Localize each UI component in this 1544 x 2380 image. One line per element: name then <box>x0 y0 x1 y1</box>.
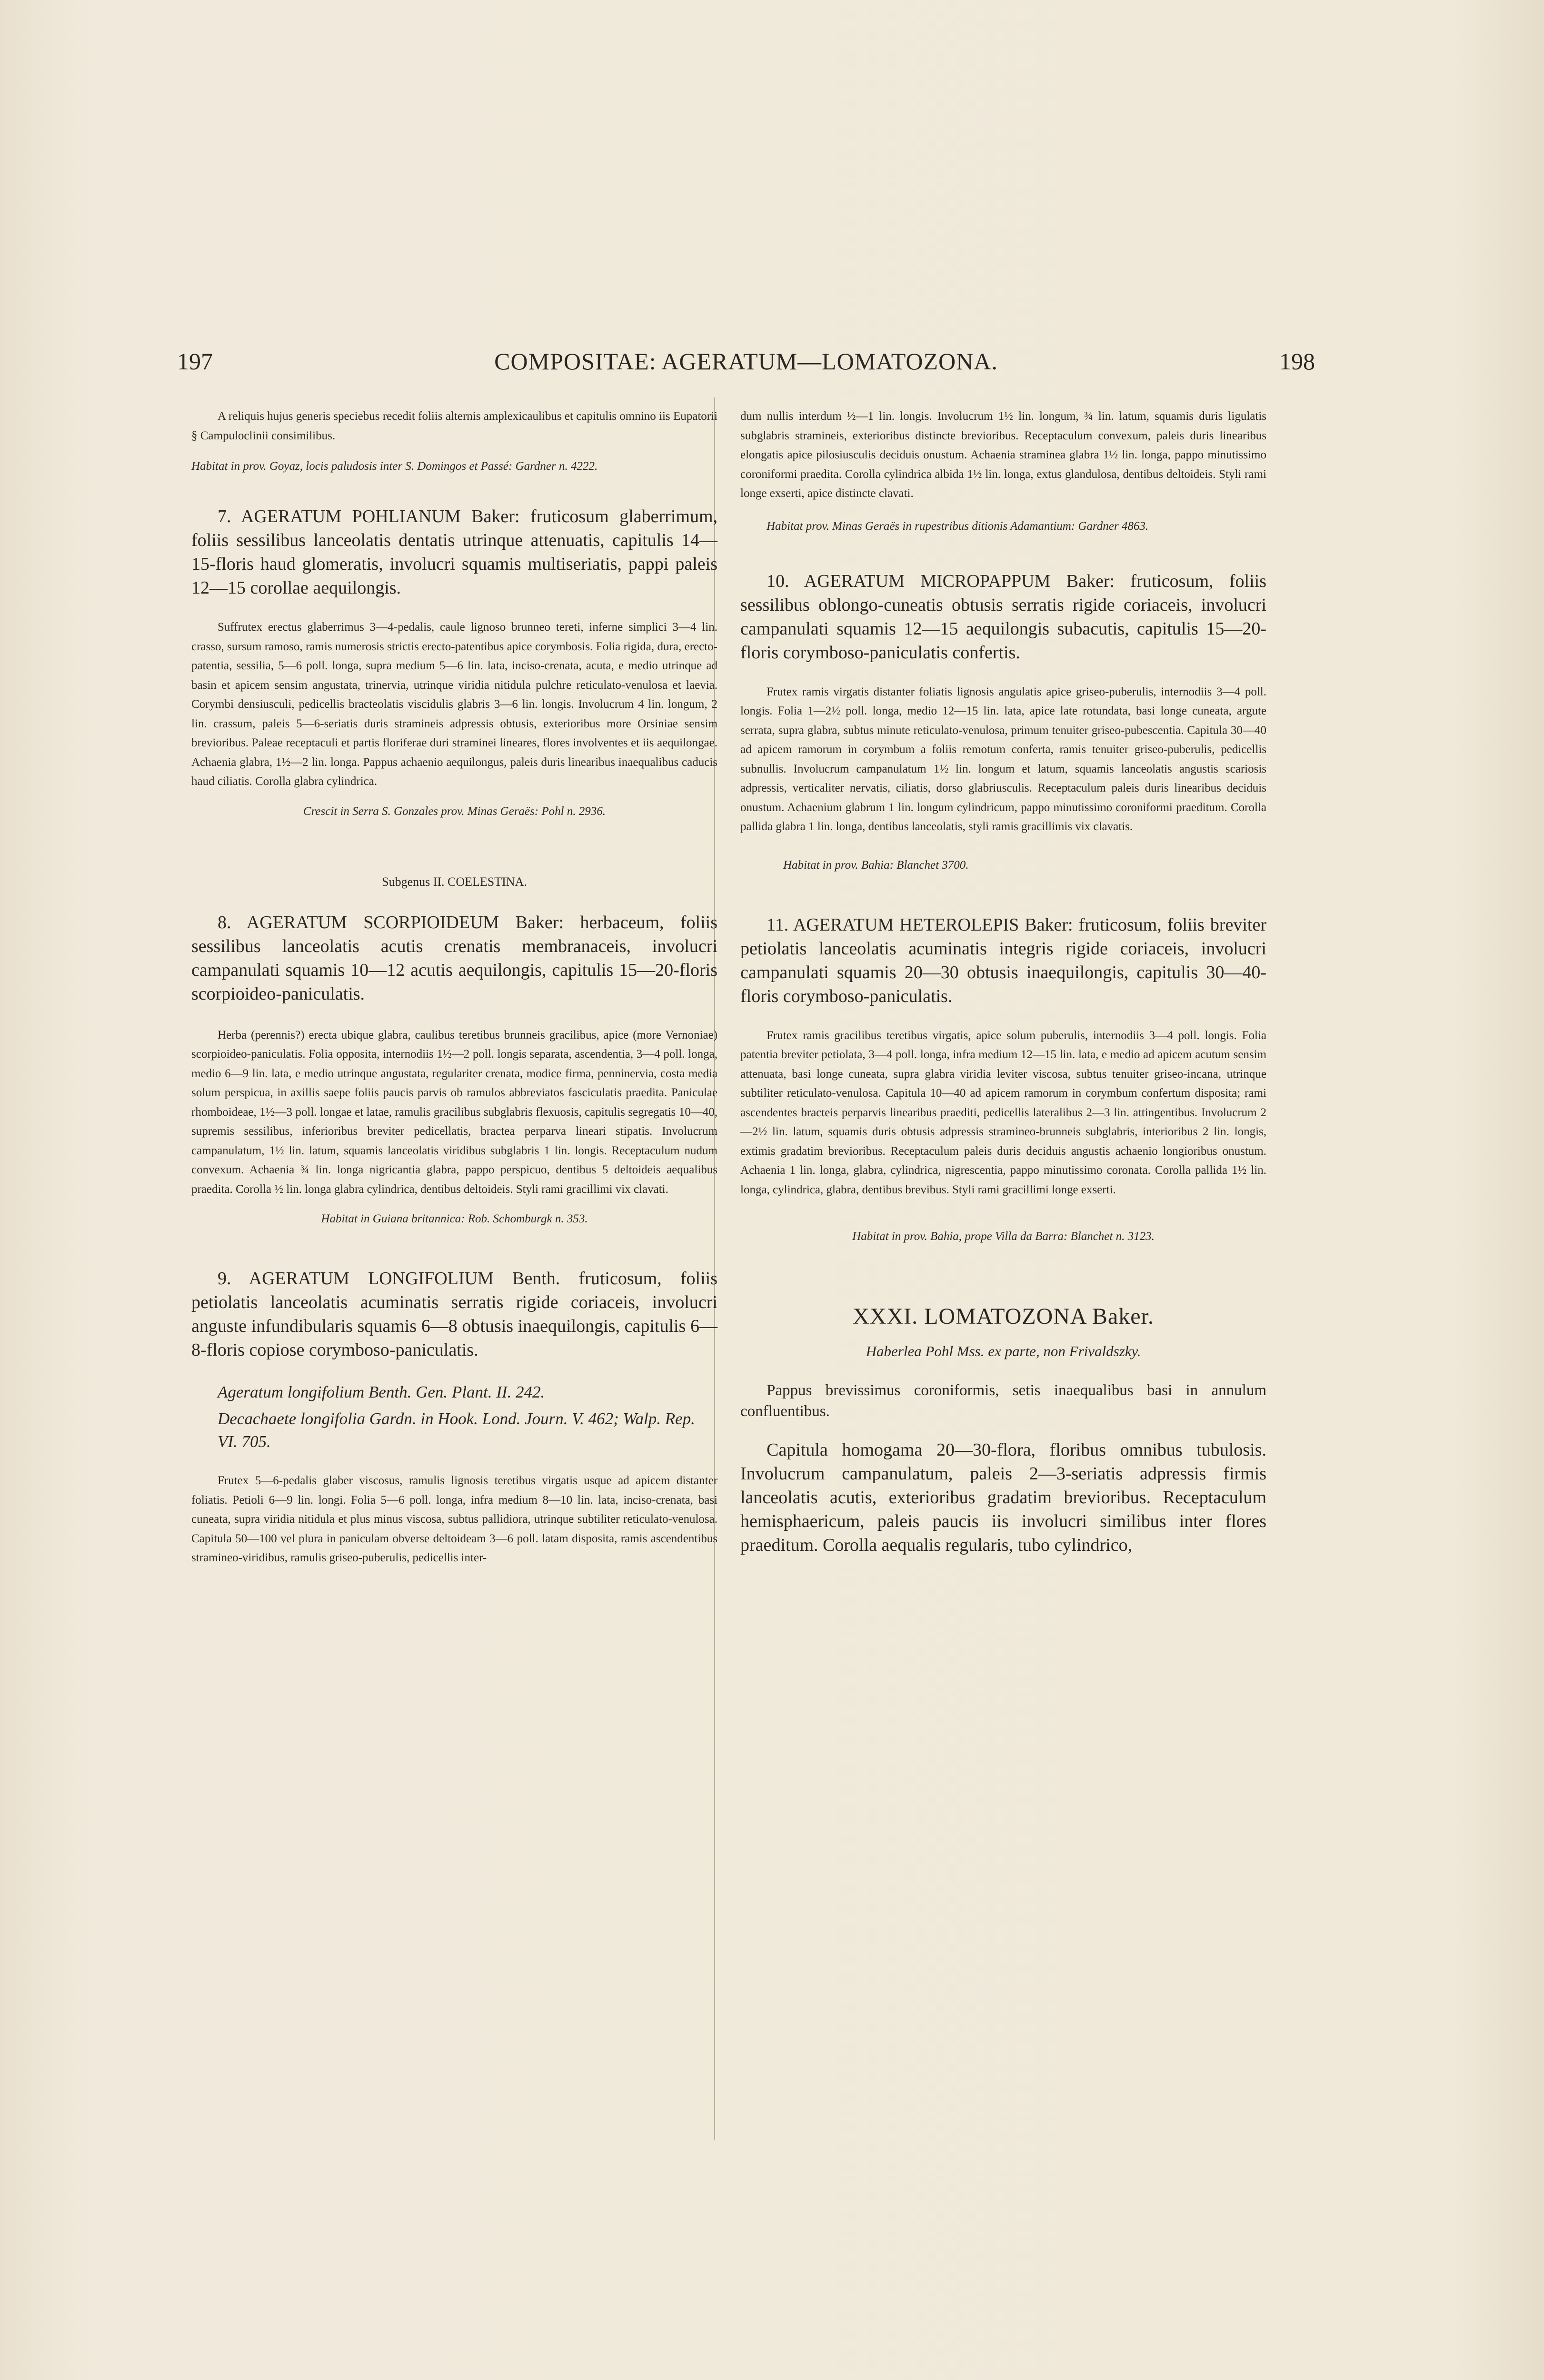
running-header <box>177 347 1315 390</box>
species-9-detail-continued: dum nullis interdum ½—1 lin. longis. Involucrum 1½ lin. longum, ¾ lin. latum, squamis duris ligulatis subglabris stramineis, exterioribus distincte brevioribus. Receptaculum convexum, paleis duris linearibus elongatis apice pilosiusculis deciduis onustum. Achaenia straminea glabra 1½ lin. longa, pappo minutissimo coroniformi praedita. Corolla cylindrica albida 1½ lin. longa, extus glandulosa, dentibus deltoideis. Styli rami longe exserti, apice distincte clavati. <box>740 410 1266 500</box>
page-number-left: 197 <box>177 348 213 375</box>
genus-synonym: Haberlea Pohl Mss. ex parte, non Frivaldszky. <box>866 1343 1141 1359</box>
species-7-description: 7. AGERATUM POHLIANUM Baker: fruticosum glaberrimum, foliis sessilibus lanceolatis dentatis utrinque attenuatis, capitulis 14—15-floris haud glomeratis, involucri squamis multiseriatis, pappi paleis 12—15 corollae aequilongis. <box>191 506 717 598</box>
capitula-character: Capitula homogama 20—30-flora, floribus omnibus tubulosis. Involucrum campanulatum, paleis 2—3-seriatis adpressis firmis lanceolatis acutis, exterioribus gradatim brevioribus. Receptaculum hemisphaericum, paleis paucis iis involucri similibus inter flores praeditum. Corolla aequalis regularis, tubo cylindrico, <box>740 1440 1266 1555</box>
running-title: COMPOSITAE: AGERATUM—LOMATOZONA. <box>494 348 998 375</box>
habitat-sp6: Habitat in prov. Goyaz, locis paludosis inter S. Domingos et Passé: Gardner n. 4222. <box>191 460 598 473</box>
species-9-description: 9. AGERATUM LONGIFOLIUM Benth. fruticosum, foliis petiolatis lanceolatis acuminatis serratis rigide coriaceis, involucri anguste infundibularis squamis 6—8 obtusis inaequilongis, capitulis 6—8-floris copiose corymboso-paniculatis. <box>191 1269 717 1360</box>
species-8-detail: Herba (perennis?) erecta ubique glabra, caulibus teretibus brunneis gracilibus, apice (more Vernoniae) scorpioideo-paniculatis. Folia opposita, internodiis 1½—2 poll. longis separata, ascendentia, 3—4 poll. longa, medio 6—9 lin. lata, e medio utrinque angustata, regulariter crenata, modice firma, penninervia, costa media solum perspicua, in axillis saepe foliis paucis parvis ob ramulos abbreviatos fasciculatis praedita. Paniculae rhomboideae, 1½—3 poll. longae et latae, ramulis gracilibus subglabris flexuosis, capitulis segregatis 10—40, supremis sessilibus, inferioribus breviter pedicellatis, bractea perparva lineari stipatis. Involucrum campanulatum, 1½ lin. latum, squamis lanceolatis viridibus subglabris 1 lin. longis. Receptaculum nudum convexum. Achaenia ¾ lin. longa nigricantia glabra, pappo perspicuo, dentibus 5 deltoideis aequalibus praedita. Corolla ½ lin. longa glabra cylindrica, dentibus deltoideis. Styli rami gracillimi vix clavati. <box>191 1028 717 1196</box>
habitat-sp7: Crescit in Serra S. Gonzales prov. Minas Geraës: Pohl n. 2936. <box>303 804 606 818</box>
species-10-detail: Frutex ramis virgatis distanter foliatis lignosis angulatis apice griseo-puberulis, internodiis 3—4 poll. longis. Folia 1—2½ poll. longa, medio 12—15 lin. lata, apice late rotundata, basi longe cuneata, argute serrata, supra glabra, subtus minute reticulato-venulosa, primum tenuiter griseo-pubescentia. Capitula 30—40 ad apicem ramorum in corymbum a foliis remotum conferta, ramis tenuiter griseo-puberulis, pedicellis subnullis. Involucrum campanulatum 1½ lin. longum et latum, squamis lanceolatis angustis scariosis adpressis, verticaliter nervatis, ciliatis, dorso glabriusculis. Receptaculum paleis duris linearibus deciduis onustum. Achaenium glabrum 1 lin. longum cylindricum, pappo minutissimo coroniformi praeditum. Corolla pallida glabra 1 lin. longa, dentibus lanceolatis, styli ramis gracillimis vix clavatis. <box>740 685 1266 833</box>
species-9-citation-1: Ageratum longifolium Benth. Gen. Plant. II. 242. <box>218 1383 545 1401</box>
species-9-detail: Frutex 5—6-pedalis glaber viscosus, ramulis lignosis teretibus virgatis usque ad apicem distanter foliatis. Petioli 6—9 lin. longi. Folia 5—6 poll. longa, infra medium 8—10 lin. lata, inciso-crenata, basi cuneata, supra viridia nitidula et plus minus viscosa, subtus pallidiora, utrinque subtiliter reticulato-venulosa. Capitula 50—100 vel plura in paniculam obverse deltoideam 3—6 poll. latam disposita, ramis ascendentibus stramineo-viridibus, ramulis griseo-puberulis, pedicellis inter- <box>191 1474 717 1564</box>
habitat-sp11: Habitat in prov. Bahia, prope Villa da Barra: Blanchet n. 3123. <box>852 1230 1155 1243</box>
species-11-description: 11. AGERATUM HETEROLEPIS Baker: fruticosum, foliis breviter petiolatis lanceolatis acuminatis integris rigide coriaceis, involucri campanulati squamis 20—30 obtusis inaequilongis, capitulis 30—40-floris corymboso-paniculatis. <box>740 914 1266 1006</box>
intro-paragraph: A reliquis hujus generis speciebus recedit foliis alternis amplexicaulibus et capitulis omnino iis Eupatorii § Campuloclinii consimilibus. <box>191 410 717 442</box>
pappus-character: Pappus brevissimus coroniformis, setis inaequalibus basi in annulum confluentibus. <box>740 1382 1266 1420</box>
subgenus-heading: Subgenus II. COELESTINA. <box>382 874 527 889</box>
habitat-sp9: Habitat prov. Minas Geraës in rupestribus ditionis Adamantium: Gardner 4863. <box>767 519 1149 533</box>
species-10-description: 10. AGERATUM MICROPAPPUM Baker: fruticosum, foliis sessilibus oblongo-cuneatis obtusis serratis rigide coriaceis, involucri campanulati squamis 12—15 aequilongis subacutis, capitulis 15—20-floris corymboso-paniculatis confertis. <box>740 571 1266 663</box>
habitat-sp10: Habitat in prov. Bahia: Blanchet 3700. <box>783 858 969 872</box>
page-number-right: 198 <box>1279 348 1315 375</box>
habitat-sp8: Habitat in Guiana britannica: Rob. Schomburgk n. 353. <box>321 1212 588 1225</box>
species-8-description: 8. AGERATUM SCORPIOIDEUM Baker: herbaceum, foliis sessilibus lanceolatis acutis crenatis membranaceis, involucri campanulati squamis 10—12 acutis aequilongis, capitulis 15—20-floris scorpioideo-paniculatis. <box>191 912 717 1004</box>
species-11-detail: Frutex ramis gracilibus teretibus virgatis, apice solum puberulis, internodiis 3—4 poll. longis. Folia patentia breviter petiolata, 3—4 poll. longa, infra medium 12—15 lin. lata, e medio ad apicem acutum sensim attenuata, basi longe cuneata, supra glabra viridia leviter viscosa, subtus tenuiter griseo-incana, utrinque subtiliter reticulato-venulosa. Capitula 10—40 ad apicem ramorum in corymbum confertum disposita; rami ascendentes bracteis perparvis linearibus praediti, pedicellis lateralibus 2—3 lin. attingentibus. Involucrum 2—2½ lin. latum, squamis duris obtusis adpressis stramineo-brunneis subglabris, interioribus 2 lin. longis, extimis gradatim brevioribus. Receptaculum paleis duris deciduis angustis achaenio longioribus onustum. Achaenia 1 lin. longa, glabra, cylindrica, nigrescentia, pappo minutissimo coronata. Corolla pallida 1½ lin. longa, cylindrica, glabra, dentibus brevibus. Styli rami gracillimi longe exserti. <box>740 1029 1266 1196</box>
species-9-citation-2: Decachaete longifolia Gardn. in Hook. Lond. Journ. V. 462; Walp. Rep. VI. 705. <box>218 1409 695 1451</box>
genus-heading: XXXI. LOMATOZONA Baker. <box>853 1304 1154 1329</box>
right-column <box>740 397 1266 1557</box>
species-7-detail: Suffrutex erectus glaberrimus 3—4-pedalis, caule lignoso brunneo tereti, inferne simplici 3—4 lin. crasso, sursum ramoso, ramis numerosis strictis erecto-patentibus apice corymbosis. Folia rigida, dura, erecto-patentia, sessilia, 5—6 poll. longa, supra medium 5—6 lin. lata, inciso-crenata, acuta, e medio utrinque ad basin et apicem sensim angustata, trinervia, utrinque viridia nitidula pulchre reticulato-venulosa et laevia. Corymbi densiusculi, pedicellis bracteolatis viscidulis glabris 3—6 lin. longis. Involucrum 4 lin. longum, 2 lin. crassum, paleis 5—6-seriatis duris stramineis adpressis obtusis, exterioribus more Orsiniae sensim brevioribus. Paleae receptaculi et partis floriferae duri straminei lineares, flores involventes et iis aequilongae. Achaenia glabra, 1½—2 lin. longa. Pappus achaenio aequilongus, paleis duris linearibus inaequalibus caducis haud ciliatis. Corolla glabra cylindrica. <box>191 621 717 788</box>
left-column <box>191 397 717 1568</box>
